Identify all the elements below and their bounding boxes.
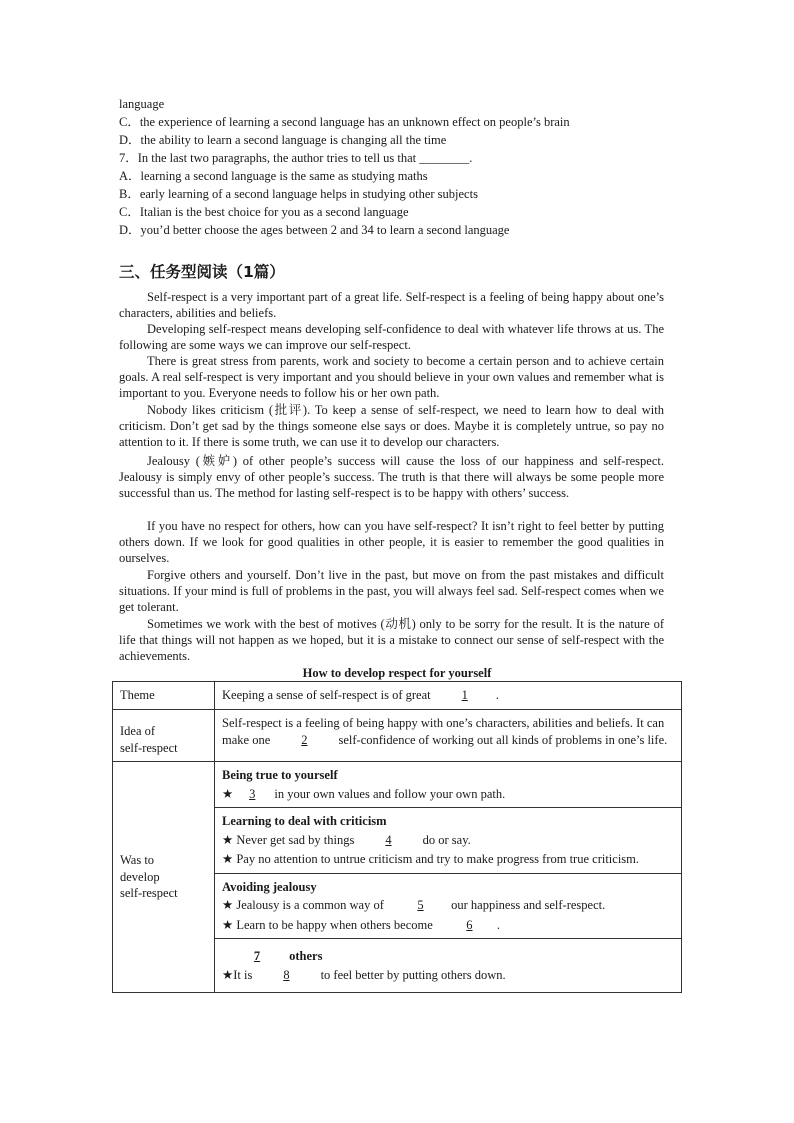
answer-blank-4[interactable]: 4 [385,832,392,847]
table-row-theme [113,682,682,710]
way-3-cell: Avoiding jealousy ★ Jealousy is a common way of 5 our happiness and self-respect. ★ Learn to be happy when others become 6 . [215,873,682,939]
q6-option-d: D．the ability to learn a second language is changing all the time [119,133,447,147]
theme-label-cell: Theme [113,682,215,710]
idea-content-cell: Self-respect is a feeling of being happy with one’s characters, abilities and beliefs. It can make one 2 self-confidence of working out all kinds of problems in one’s life. [215,710,682,762]
way-4-title: 7 others [222,948,674,965]
way-2-title: Learning to deal with criticism [222,814,387,828]
section-heading: 三、任务型阅读（1篇） [119,263,285,281]
theme-content-cell: Keeping a sense of self-respect is of great 1 . [215,682,682,710]
ways-label-cell: Was to develop self-respect [113,762,215,993]
passage-paragraph-6: If you have no respect for others, how can you have self-respect? It isn’t right to feel better by putting others down. If we look for good qualities in other people, it is easier to remember the good qualities in ourselves. [119,519,664,566]
q7-option-c: C．Italian is the best choice for you as a second language [119,205,409,219]
q7-option-a: A．learning a second language is the same as studying maths [119,169,428,183]
answer-blank-5[interactable]: 5 [417,898,424,912]
passage-paragraph-1: Self-respect is a very important part of a great life. Self-respect is a feeling of being happy about one’s characters, abilities and beliefs. [119,290,664,321]
answer-blank-6[interactable]: 6 [466,917,473,932]
answer-blank-3[interactable]: 3 [249,786,256,801]
passage-paragraph-8: Sometimes we work with the best of motives (动机) only to be sorry for the result. It is the nature of life that things will not happen as we hoped, but it is a mistake to connect our sense of self-respect with the achievements. [119,617,664,664]
task-table [112,681,682,993]
way-3-title: Avoiding jealousy [222,879,317,894]
way-1-title: Being true to yourself [222,768,338,782]
q7-option-b: B．early learning of a second language helps in studying other subjects [119,187,478,201]
way-4-cell: 7 others ★It is 8 to feel better by putting others down. [215,939,682,993]
idea-label-cell: Idea of self-respect [113,710,215,762]
answer-blank-1[interactable]: 1 [461,688,468,702]
passage-paragraph-2: Developing self-respect means developing self-confidence to deal with whatever life throws at us. The following are some ways we can improve our self-respect. [119,322,664,353]
passage-paragraph-5: Jealousy (嫉妒) of other people’s success will cause the loss of our happiness and self-respect. Jealousy is simply envy of other people’s success. The truth is that there will always be some people more successful than us. The method for lasting self-respect is to be happy with others’ success. [119,454,664,501]
question-fragment: language [119,97,165,111]
q7-stem: 7．In the last two paragraphs, the author tries to tell us that ________. [119,151,473,165]
passage-paragraph-3: There is great stress from parents, work and society to become a certain person and to achieve certain goals. A real self-respect is very important and you should believe in your own values and remember what is important to you. Everyone needs to follow his or her own path. [119,354,664,401]
table-row-way-1 [113,762,682,808]
table-row-idea [113,710,682,762]
passage-paragraph-7: Forgive others and yourself. Don’t live in the past, but move on from the past mistakes and difficult situations. If your mind is full of problems in the past, you will always feel sad. Self-respect comes when we get tolerant. [119,568,664,615]
q7-option-d: D．you’d better choose the ages between 2 and 34 to learn a second language [119,223,510,237]
answer-blank-2[interactable]: 2 [301,732,308,747]
table-title: How to develop respect for yourself [302,666,492,680]
answer-blank-8[interactable]: 8 [283,967,290,982]
answer-blank-7[interactable]: 7 [253,949,261,963]
star-icon: ★ [222,786,234,801]
way-1-cell: Being true to yourself ★ 3 in your own values and follow your own path. [215,762,682,808]
way-2-cell: Learning to deal with criticism ★ Never get sad by things 4 do or say. ★ Pay no attention to untrue criticism and try to make progress from true criticism. [215,808,682,874]
passage-paragraph-4: Nobody likes criticism (批评). To keep a sense of self-respect, we need to learn how to deal with criticism. Don’t get sad by the things someone else says or does. Maybe it is completely untrue, so pay no attention to it. If there is some truth, we can use it to develop our characters. [119,403,664,450]
q6-option-c: C．the experience of learning a second language has an unknown effect on people’s brain [119,115,570,129]
